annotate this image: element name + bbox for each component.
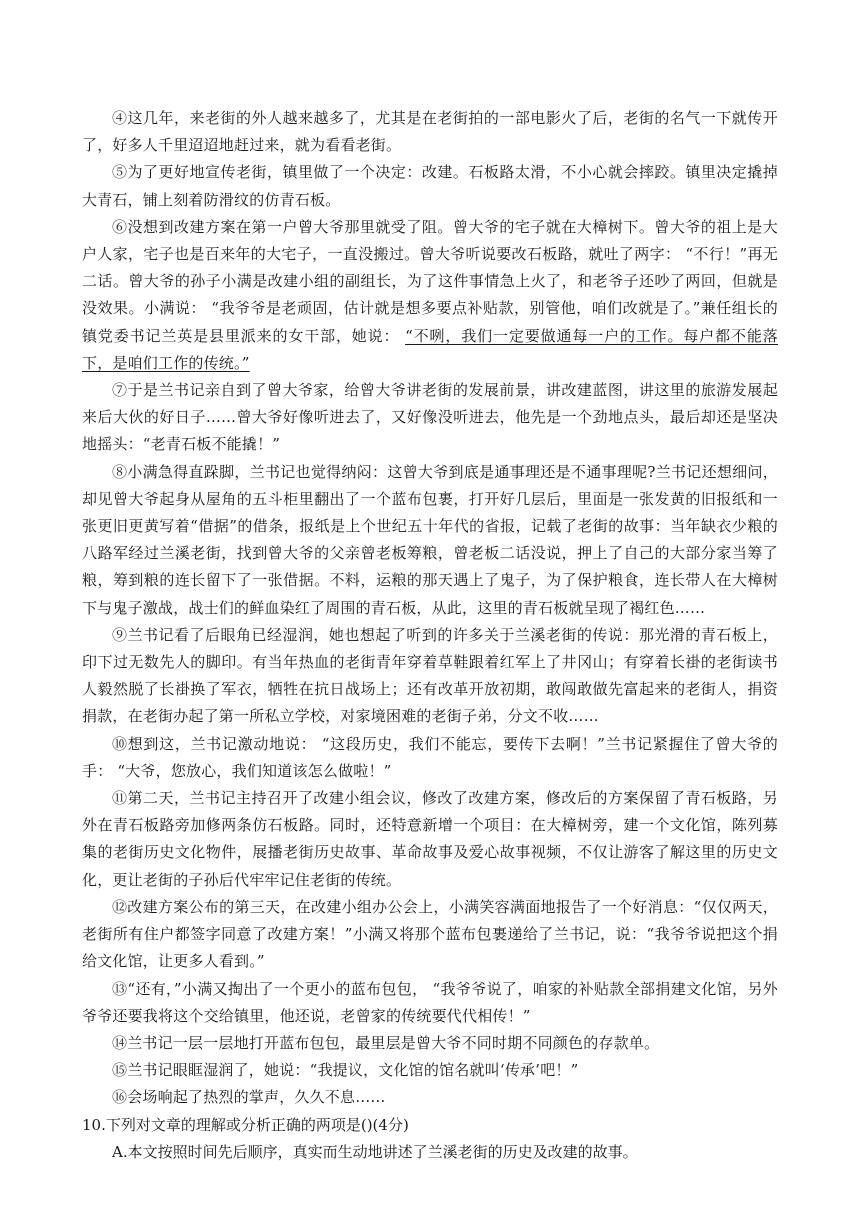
paragraph-4: ④这几年，来老街的外人越来越多了，尤其是在老街拍的一部电影火了后，老街的名气一下就传开了，好多人千里迢迢地赶过来，就为看看老街。 bbox=[82, 109, 778, 155]
paragraph-16: ⑯会场响起了热烈的掌声，久久不息…… bbox=[112, 1088, 386, 1107]
question-10-stem: 10.下列对文章的理解或分析正确的两项是()(4分) bbox=[82, 1115, 409, 1134]
paragraph-6-text: ⑥没想到改建方案在第一户曾大爷那里就受了阻。曾大爷的宅子就在大樟树下。曾大爷的祖上是大户人家，宅子也是百来年的大宅子，一直没搬过。曾大爷听说要改石板路，就吐了两字： “不行！”再无二话。曾大爷的孙子小满是改建小组的副组长，为了这件事情急上火了，和老爷子还吵了两回，但就是没效果。小满说： “我爷爷是老顽固，估计就是想多要点补贴款，别管他，咱们改就是了。”兼任组长的镇党委书记兰英是县里派来的女干部，她说： bbox=[82, 217, 778, 345]
paragraph-13: ⑬“还有，”小满又掏出了一个更小的蓝布包包， “我爷爷说了，咱家的补贴款全部捐建文化馆，另外爷爷还要我将这个交给镇里，他还说，老曾家的传统要代代相传！” bbox=[82, 979, 778, 1025]
paragraph-10: ⑩想到这，兰书记激动地说： “这段历史，我们不能忘，要传下去啊！”兰书记紧握住了曾大爷的手： “大爷，您放心，我们知道该怎么做啦！” bbox=[82, 734, 778, 780]
paragraph-6 bbox=[82, 214, 778, 377]
paragraph-15: ⑮兰书记眼眶湿润了，她说：“我提议，文化馆的馆名就叫‘传承’吧！” bbox=[112, 1061, 579, 1080]
paragraph-12: ⑫改建方案公布的第三天，在改建小组办公会上，小满笑容满面地报告了一个好消息：“仅仅两天，老街所有住户都签字同意了改建方案！”小满又将那个蓝布包裹递给了兰书记，说：“我爷爷说把这个捐给文化馆，让更多人看到。” bbox=[82, 897, 778, 971]
underlined-quote: “不咧，我们一定要做通每一户的工作。每户都不能落下，是咱们工作的传统。” bbox=[82, 326, 778, 372]
paragraph-7: ⑦于是兰书记亲自到了曾大爷家，给曾大爷讲老街的发展前景，讲改建蓝图，讲这里的旅游发展起来后大伙的好日子……曾大爷好像听进去了，又好像没听进去，他先是一个劲地点头，最后却还是坚决地摇头：“老青石板不能撬！” bbox=[82, 381, 778, 454]
paragraph-9: ⑨兰书记看了后眼角已经湿润，她也想起了听到的许多关于兰溪老街的传说：那光滑的青石板上，印下过无数先人的脚印。有当年热血的老街青年穿着草鞋跟着红军上了井冈山；有穿着长褂的老街读书人毅然脱了长褂换了军衣，牺牲在抗日战场上；还有改革开放初期，敢闯敢做先富起来的老街人，捐资捐款，在老街办起了第一所私立学校，对家境困难的老街子弟，分文不收…… bbox=[82, 625, 778, 726]
paragraph-5: ⑤为了更好地宣传老街，镇里做了一个决定：改建。石板路太滑，不小心就会摔跤。镇里决定撬掉大青石，铺上刻着防滑纹的仿青石板。 bbox=[82, 163, 778, 209]
question-10-option-a: A.本文按照时间先后顺序，真实而生动地讲述了兰溪老街的历史及改建的故事。 bbox=[112, 1142, 638, 1161]
paragraph-14: ⑭兰书记一层一层地打开蓝布包包，最里层是曾大爷不同时期不同颜色的存款单。 bbox=[112, 1033, 660, 1052]
paragraph-8: ⑧小满急得直跺脚，兰书记也觉得纳闷：这曾大爷到底是通事理还是不通事理呢?兰书记还想细问，却见曾大爷起身从屋角的五斗柜里翻出了一个蓝布包裹，打开好几层后，里面是一张发黄的旧报纸和一张更旧更黄写着“借据”的借条，报纸是上个世纪五十年代的省报，记载了老街的故事：当年缺衣少粮的八路军经过兰溪老街，找到曾大爷的父亲曾老板筹粮，曾老板二话没说，押上了自己的大部分家当筹了粮，筹到粮的连长留下了一张借据。不料，运粮的那天遇上了鬼子，为了保护粮食，连长带人在大樟树下与鬼子激战，战士们的鲜血染红了周围的青石板，从此，这里的青石板就呈现了褐红色…… bbox=[82, 462, 778, 617]
paragraph-11: ⑪第二天，兰书记主持召开了改建小组会议，修改了改建方案，修改后的方案保留了青石板路，另外在青石板路旁加修两条仿石板路。同时，还特意新增一个项目：在大樟树旁，建一个文化馆，陈列募集的老街历史文化物件，展播老街历史故事、革命故事及爱心故事视频，不仅让游客了解这里的历史文化，更让老街的子孙后代牢牢记住老街的传统。 bbox=[82, 789, 778, 889]
